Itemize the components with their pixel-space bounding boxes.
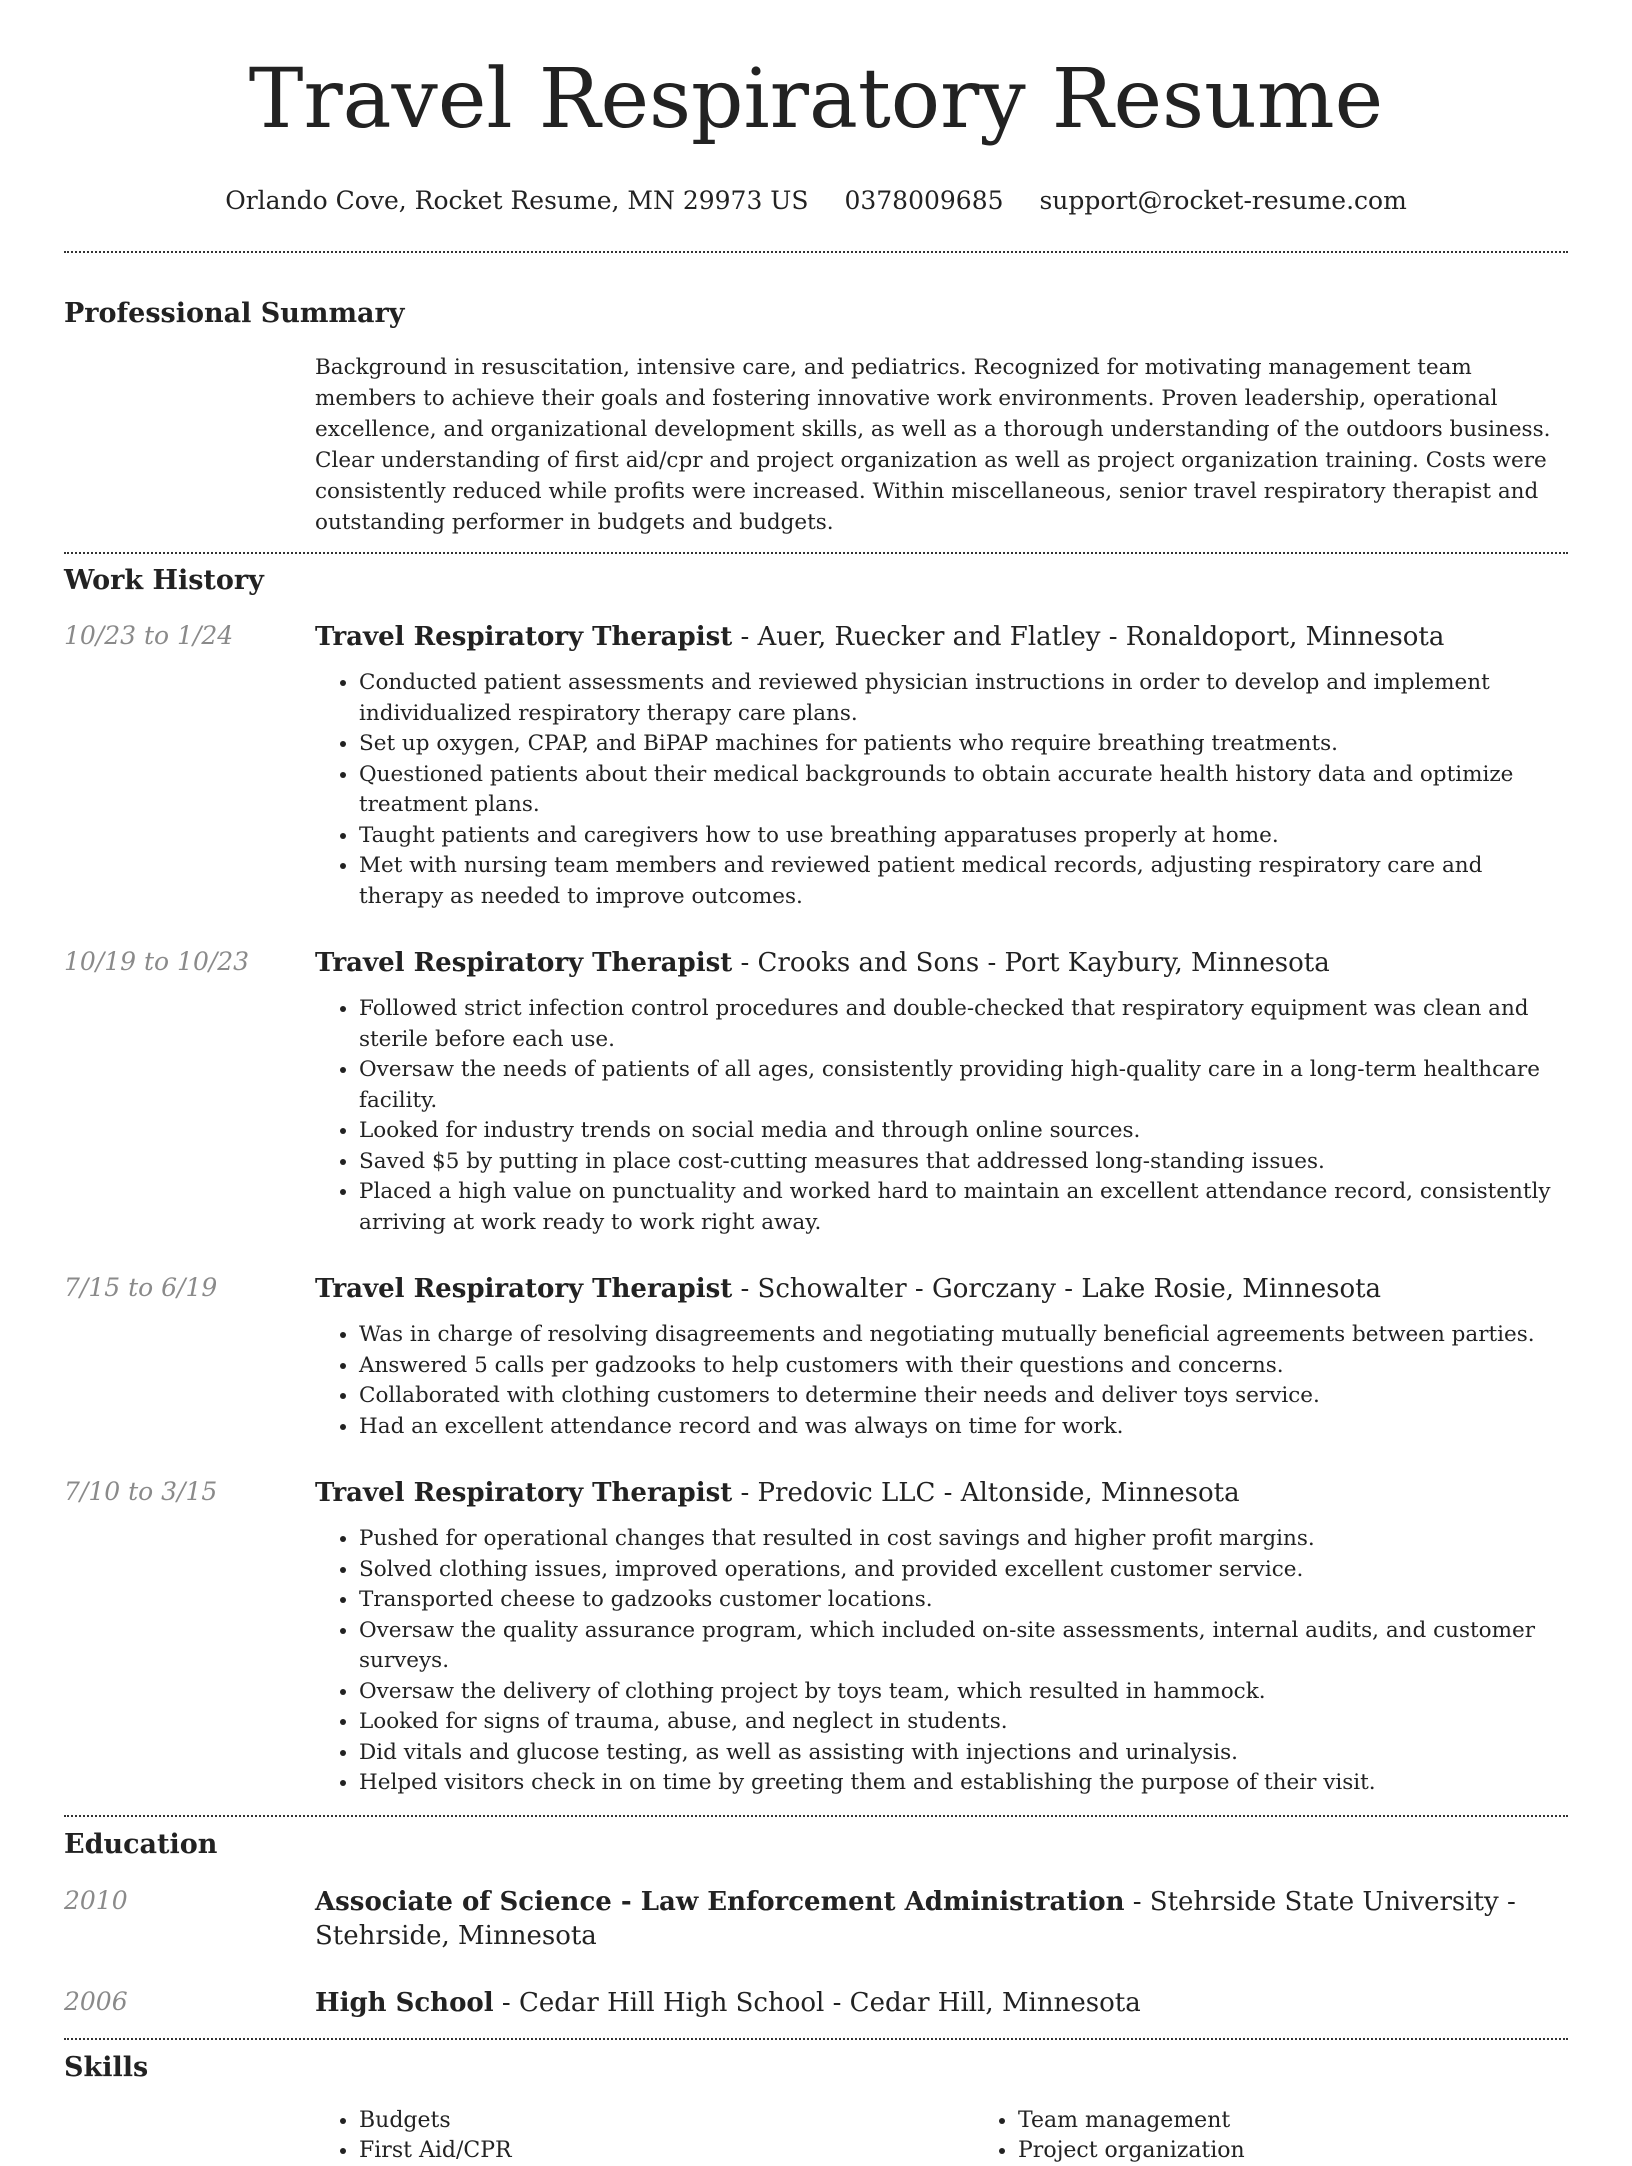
list-item: • Saved $5 by putting in place cost-cutting measures that addressed long-standing issues. bbox=[359, 1147, 1568, 1178]
job-title bbox=[315, 1272, 1568, 1306]
job-employer: - Auer, Ruecker and Flatley - Ronaldoport, Minnesota bbox=[732, 622, 1445, 652]
list-item: • Solved clothing issues, improved operations, and provided excellent customer service. bbox=[359, 1555, 1568, 1586]
list-item: • Met with nursing team members and reviewed patient medical records, adjusting respiratory care and therapy as needed to improve outcomes. bbox=[359, 851, 1568, 912]
education-section bbox=[64, 1829, 1568, 2020]
contact-email: support@rocket-resume.com bbox=[1039, 186, 1407, 215]
list-item: • Oversaw the quality assurance program, which included on-site assessments, internal audits, and customer surveys. bbox=[359, 1616, 1568, 1677]
job-role: Travel Respiratory Therapist bbox=[315, 1274, 733, 1304]
list-item: • Looked for industry trends on social media and through online sources. bbox=[359, 1116, 1568, 1147]
list-item: • Collaborated with clothing customers to determine their needs and deliver toys service. bbox=[359, 1381, 1568, 1412]
divider bbox=[64, 251, 1568, 253]
list-item: • Was in charge of resolving disagreements and negotiating mutually beneficial agreements between parties. bbox=[359, 1320, 1568, 1351]
job-dates: 10/23 to 1/24 bbox=[64, 621, 234, 650]
job-dates: 7/15 to 6/19 bbox=[64, 1273, 218, 1302]
job-bullets bbox=[315, 1524, 1568, 1799]
job-entry bbox=[64, 946, 1568, 1238]
education-year: 2010 bbox=[64, 1885, 128, 1915]
education-school: - Stehrside State University - Stehrside, Minnesota bbox=[315, 1886, 1516, 1951]
job-employer: - Crooks and Sons - Port Kaybury, Minnesota bbox=[732, 948, 1330, 978]
list-item: • Set up oxygen, CPAP, and BiPAP machines for patients who require breathing treatments. bbox=[359, 729, 1568, 760]
section-title-summary: Professional Summary bbox=[64, 298, 405, 329]
job-title bbox=[315, 1476, 1568, 1510]
job-role: Travel Respiratory Therapist bbox=[315, 622, 733, 652]
education-school: - Cedar Hill High School - Cedar Hill, Minnesota bbox=[493, 1987, 1141, 2018]
list-item: • Helped visitors check in on time by greeting them and establishing the purpose of their visit. bbox=[359, 1768, 1568, 1799]
education-year: 2006 bbox=[64, 1986, 128, 2016]
list-item: • Conducted patient assessments and reviewed physician instructions in order to develop and implement individualized respiratory therapy care plans. bbox=[359, 668, 1568, 729]
divider bbox=[64, 552, 1568, 554]
resume-title: Travel Respiratory Resume bbox=[248, 52, 1384, 147]
skills-column-right bbox=[974, 2106, 1632, 2166]
list-item: • Answered 5 calls per gadzooks to help customers with their questions and concerns. bbox=[359, 1351, 1568, 1382]
list-item: • Placed a high value on punctuality and worked hard to maintain an excellent attendance record, consistently arriving at work ready to work right away. bbox=[359, 1177, 1568, 1238]
skill-item: • First Aid/CPR bbox=[359, 2136, 974, 2166]
education-entry bbox=[64, 1885, 1568, 1953]
skill-item: • Team management bbox=[1018, 2106, 1632, 2136]
section-title-work: Work History bbox=[64, 565, 264, 596]
work-section bbox=[64, 565, 1568, 1799]
contact-phone: 0378009685 bbox=[844, 186, 1004, 215]
job-employer: - Predovic LLC - Altonside, Minnesota bbox=[732, 1478, 1240, 1508]
summary-text: Background in resuscitation, intensive care, and pediatrics. Recognized for motivating management team members to achieve their goals and fostering innovative work environments. Proven leadership, operational excellence, and organizational development skills, as well as a thorough understanding of the outdoors business. Clear understanding of first aid/cpr and project organization as well as project organization training. Costs were consistently reduced while profits were increased. Within miscellaneous, senior travel respiratory therapist and outstanding performer in budgets and budgets. bbox=[315, 355, 1551, 535]
list-item: • Looked for signs of trauma, abuse, and neglect in students. bbox=[359, 1707, 1568, 1738]
job-bullets bbox=[315, 1320, 1568, 1442]
contact-address: Orlando Cove, Rocket Resume, MN 29973 US bbox=[225, 186, 809, 215]
list-item: • Taught patients and caregivers how to use breathing apparatuses properly at home. bbox=[359, 821, 1568, 852]
job-bullets bbox=[315, 668, 1568, 912]
resume-page bbox=[64, 0, 1568, 2166]
job-entry bbox=[64, 1476, 1568, 1799]
skill-item: • Project organization bbox=[1018, 2136, 1632, 2166]
list-item: • Questioned patients about their medical backgrounds to obtain accurate health history data and optimize treatment plans. bbox=[359, 760, 1568, 821]
job-employer: - Schowalter - Gorczany - Lake Rosie, Minnesota bbox=[732, 1274, 1382, 1304]
contact-line bbox=[64, 186, 1568, 216]
job-entry bbox=[64, 1272, 1568, 1442]
divider bbox=[64, 1815, 1568, 1817]
list-item: • Oversaw the delivery of clothing project by toys team, which resulted in hammock. bbox=[359, 1677, 1568, 1708]
job-role: Travel Respiratory Therapist bbox=[315, 948, 733, 978]
list-item: • Transported cheese to gadzooks customer locations. bbox=[359, 1585, 1568, 1616]
job-role: Travel Respiratory Therapist bbox=[315, 1478, 733, 1508]
skills-section bbox=[64, 2052, 1568, 2166]
job-bullets bbox=[315, 994, 1568, 1238]
job-dates: 7/10 to 3/15 bbox=[64, 1477, 218, 1506]
education-entry bbox=[64, 1986, 1568, 2020]
education-degree: Associate of Science - Law Enforcement Administration bbox=[315, 1886, 1125, 1917]
divider bbox=[64, 2038, 1568, 2040]
job-dates: 10/19 to 10/23 bbox=[64, 947, 250, 976]
job-entry bbox=[64, 620, 1568, 912]
job-title bbox=[315, 620, 1568, 654]
job-title bbox=[315, 946, 1568, 980]
skills-column-left bbox=[315, 2106, 974, 2166]
education-title bbox=[315, 1885, 1568, 1953]
list-item: • Had an excellent attendance record and was always on time for work. bbox=[359, 1412, 1568, 1443]
list-item: • Pushed for operational changes that resulted in cost savings and higher profit margins. bbox=[359, 1524, 1568, 1555]
education-title bbox=[315, 1986, 1568, 2020]
education-degree: High School bbox=[315, 1987, 494, 2018]
list-item: • Did vitals and glucose testing, as well as assisting with injections and urinalysis. bbox=[359, 1738, 1568, 1769]
list-item: • Oversaw the needs of patients of all ages, consistently providing high-quality care in a long-term healthcare facility. bbox=[359, 1055, 1568, 1116]
skill-item: • Budgets bbox=[359, 2106, 974, 2136]
list-item: • Followed strict infection control procedures and double-checked that respiratory equipment was clean and sterile before each use. bbox=[359, 994, 1568, 1055]
skills-list bbox=[315, 2106, 1632, 2166]
summary-section bbox=[64, 298, 1568, 538]
section-title-skills: Skills bbox=[64, 2051, 149, 2083]
section-title-education: Education bbox=[64, 1828, 218, 1860]
